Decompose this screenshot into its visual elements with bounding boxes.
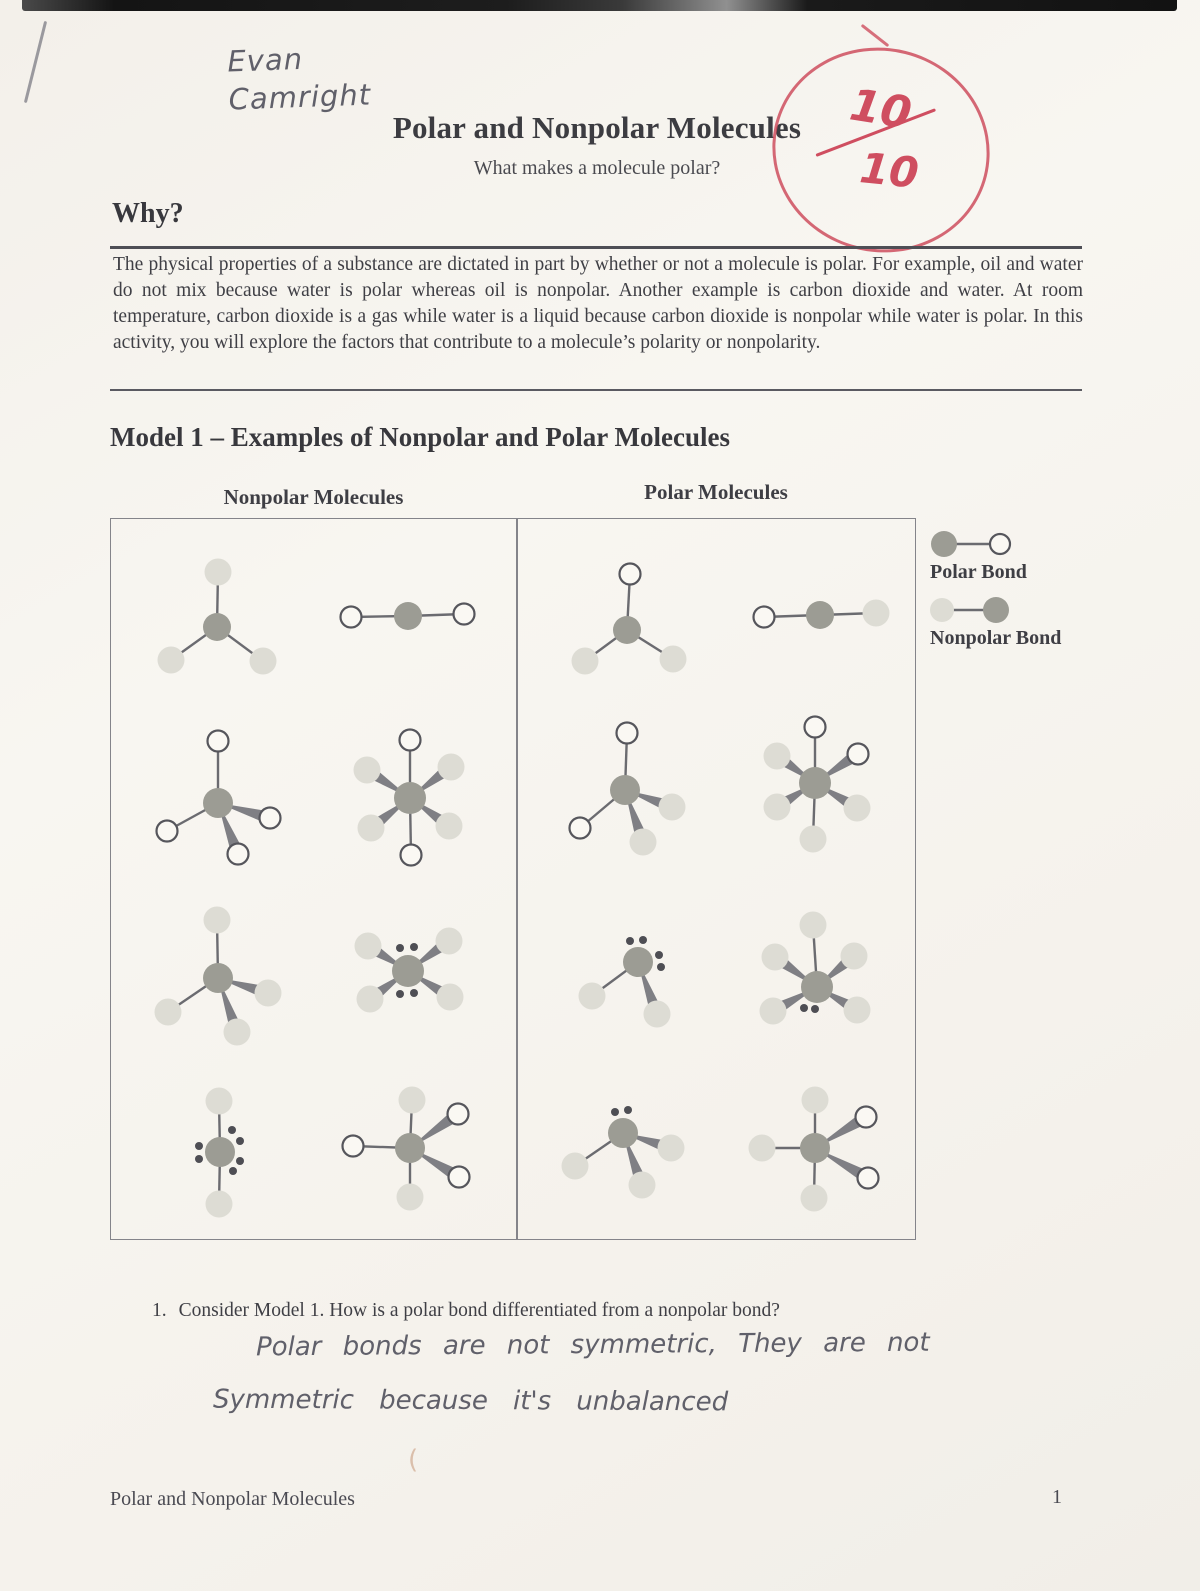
- model1-column-divider: [516, 519, 518, 1239]
- worksheet-title: Polar and Nonpolar Molecules: [392, 110, 802, 145]
- footer-title: Polar and Nonpolar Molecules: [110, 1488, 355, 1510]
- nonpolar-column-header: Nonpolar Molecules: [223, 485, 404, 509]
- student-last-name: Camright: [228, 77, 372, 117]
- worksheet-subtitle: What makes a molecule polar?: [473, 157, 721, 179]
- question-1-text: Consider Model 1. How is a polar bond differentiated from a nonpolar bond?: [178, 1300, 780, 1321]
- polar-bond-icon: [928, 528, 1032, 560]
- student-name: [227, 38, 372, 119]
- scan-edge-artifact: [22, 0, 1177, 11]
- model1-box: [110, 518, 916, 1240]
- grade-circle-tail: [861, 24, 890, 47]
- nonpolar-bond-label: Nonpolar Bond: [930, 627, 1062, 649]
- grade-numerator: 10: [846, 79, 915, 140]
- why-paragraph: The physical properties of a substance are dictated in part by whether or not a molecule is polar. For example, oil and water do not mix because water is polar whereas oil is nonpolar. Another example is carbon dioxide and water. At room temperature, carbon dioxide is a gas while water is a liquid because carbon dioxide is nonpolar while water is polar. In this activity, you will explore the factors that contribute to a molecule’s polarity or nonpolarity.: [113, 254, 1083, 353]
- polar-column-header: Polar Molecules: [644, 480, 788, 504]
- question-1-number: 1.: [152, 1300, 167, 1321]
- question-1: [152, 1300, 1052, 1322]
- handwritten-answer-line-1: Polar bonds are not symmetric, They are not: [255, 1327, 930, 1363]
- why-heading: Why?: [112, 198, 184, 229]
- handwritten-slash-mark: [24, 21, 47, 103]
- footer-page-number: 1: [1052, 1486, 1062, 1508]
- grade-denominator: 10: [857, 143, 921, 198]
- faint-pencil-mark: (: [408, 1445, 419, 1475]
- model1-heading: Model 1 – Examples of Nonpolar and Polar Molecules: [110, 422, 730, 452]
- student-first-name: Evan: [226, 41, 304, 79]
- bond-legend: [928, 528, 1098, 660]
- handwritten-answer-line-2: Symmetric because it's unbalanced: [212, 1384, 729, 1418]
- nonpolar-bond-icon: [928, 594, 1032, 626]
- polar-bond-label: Polar Bond: [930, 561, 1027, 583]
- horizontal-rule-top: [110, 246, 1082, 249]
- horizontal-rule-bottom: [110, 389, 1082, 391]
